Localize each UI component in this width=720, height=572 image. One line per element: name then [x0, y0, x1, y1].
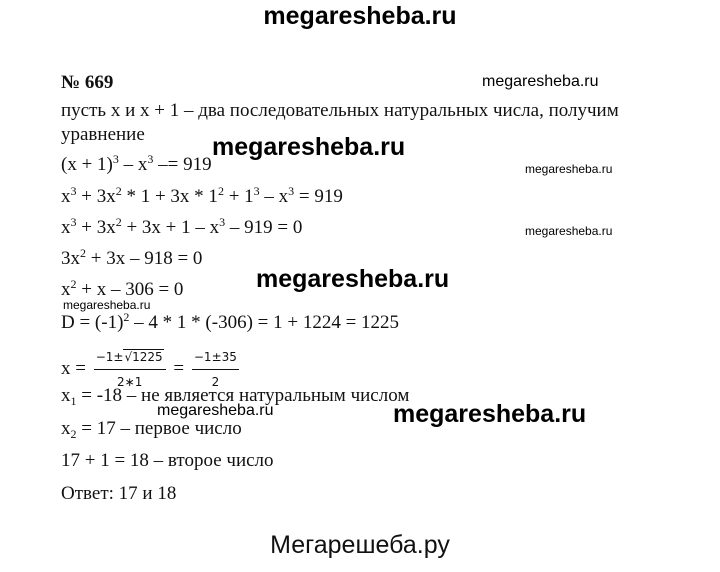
answer: Ответ: 17 и 18: [61, 483, 177, 504]
problem-number: № 669: [61, 72, 114, 93]
watermark: megaresheba.ru: [482, 73, 599, 90]
problem-statement-line1: пусть x и x + 1 – два последовательных натуральных числа, получим: [61, 100, 619, 121]
problem-statement-line2: уравнение: [61, 124, 145, 145]
second-number: 17 + 1 = 18 – второе число: [61, 450, 274, 471]
watermark: megaresheba.ru: [256, 265, 450, 293]
equation-2: $x^3 + 3x^2 * 1 + 3x * 1^2 + 1^3 - x^3 = 919$: [61, 184, 343, 207]
discriminant: $D = (-1)^2 - 4 * 1 * (-306) = 1 + 1224 = 1225$: [61, 310, 400, 333]
root-1: $x_1 = -18$ – не является натуральным числом: [61, 385, 410, 408]
equation-1: $(x + 1)^3 - x^3 -= 919$: [61, 152, 212, 175]
watermark: megaresheba.ru: [212, 133, 406, 161]
roots-formula: x = $\frac{-1\pm√1225}{2∗1}$ = $\frac{-1\pm 35}{2}$: [61, 346, 242, 393]
equation-5: $x^2 + x - 306 = 0$: [61, 277, 184, 300]
watermark: megaresheba.ru: [63, 298, 151, 312]
fraction-1: $\frac{-1\pm√1225}{2∗1}$: [94, 346, 166, 393]
watermark: megaresheba.ru: [393, 400, 587, 428]
equation-4: $3x^2 + 3x - 918 = 0$: [61, 246, 203, 269]
root-2: $x_2 = 17$ – первое число: [61, 418, 242, 441]
watermark: megaresheba.ru: [525, 224, 613, 238]
footer-brand: Мегарешеба.ру: [270, 531, 450, 559]
watermark: megaresheba.ru: [157, 402, 274, 419]
site-header: megaresheba.ru: [263, 2, 457, 30]
equation-3: $x^3 + 3x^2 + 3x + 1 - x^3 - 919 = 0$: [61, 215, 303, 238]
watermark: megaresheba.ru: [525, 162, 613, 176]
fraction-2: $\frac{-1\pm 35}{2}$: [192, 346, 239, 393]
